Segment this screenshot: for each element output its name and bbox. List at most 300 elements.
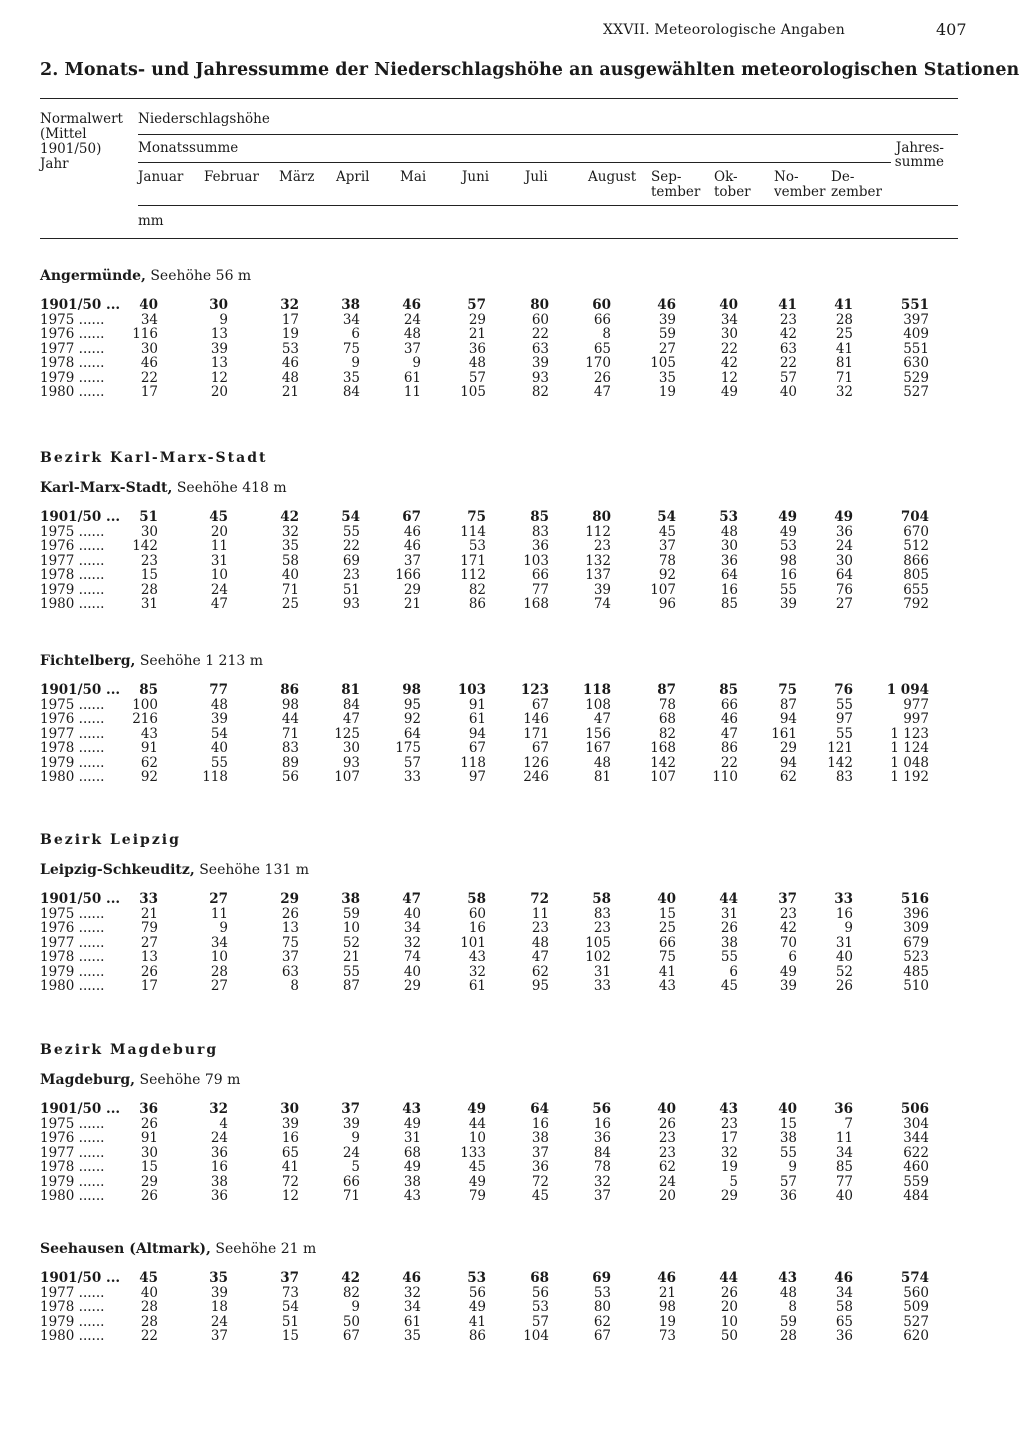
month-value-cell: 24 — [403, 311, 421, 328]
month-value-cell: 85 — [719, 682, 738, 698]
month-value-cell: 79 — [140, 920, 158, 936]
month-value-cell: 83 — [835, 769, 853, 785]
month-value-cell: 9 — [351, 1299, 360, 1315]
month-value-cell: 93 — [342, 754, 360, 771]
month-value-cell: 53 — [719, 509, 738, 525]
station-name: Angermünde, — [40, 268, 146, 284]
annual-value-cell: 397 — [903, 311, 929, 328]
year-row — [40, 313, 990, 328]
month-value-cell: 24 — [658, 1173, 676, 1190]
month-value-cell: 73 — [281, 1284, 299, 1301]
month-value-cell: 61 — [403, 1313, 421, 1330]
month-value-cell: 77 — [531, 581, 549, 598]
month-value-cell: 37 — [531, 1144, 549, 1161]
annual-value-cell: 679 — [903, 934, 929, 951]
month-value-cell: 54 — [657, 509, 676, 525]
month-value-cell: 171 — [523, 725, 549, 742]
month-value-cell: 37 — [210, 1328, 228, 1344]
month-value-cell: 31 — [835, 934, 853, 951]
header-top-rule — [40, 98, 958, 99]
month-value-cell: 48 — [531, 934, 549, 951]
month-value-cell: 35 — [209, 1270, 228, 1286]
annual-value-cell: 516 — [900, 891, 929, 907]
month-value-cell: 60 — [592, 297, 611, 313]
table-title: 2. Monats- und Jahressumme der Niederschlagshöhe an ausgewählten meteorologischen Stationen — [40, 60, 1020, 80]
month-value-cell: 49 — [720, 384, 738, 400]
month-value-cell: 19 — [281, 326, 299, 342]
month-value-cell: 65 — [593, 340, 611, 357]
month-value-cell: 118 — [460, 754, 486, 771]
month-value-cell: 168 — [523, 596, 549, 612]
month-value-cell: 41 — [834, 297, 853, 313]
year-row — [40, 597, 990, 612]
month-value-cell: 36 — [210, 1144, 228, 1161]
month-value-cell: 49 — [467, 1101, 486, 1117]
year-cell: 1979 ...... — [40, 1313, 105, 1330]
month-value-cell: 75 — [281, 934, 299, 951]
month-value-cell: 67 — [468, 740, 486, 756]
month-value-cell: 26 — [658, 1115, 676, 1132]
month-value-cell: 55 — [342, 963, 360, 980]
month-value-cell: 21 — [403, 596, 421, 612]
month-value-cell: 58 — [592, 891, 611, 907]
month-value-cell: 16 — [531, 1115, 549, 1132]
month-header: Sep- — [651, 169, 682, 185]
month-header: August — [588, 169, 637, 185]
month-value-cell: 23 — [658, 1144, 676, 1161]
month-value-cell: 86 — [280, 682, 299, 698]
annual-value-cell: 460 — [903, 1159, 929, 1175]
month-value-cell: 77 — [209, 682, 228, 698]
month-value-cell: 47 — [720, 725, 738, 742]
month-value-cell: 94 — [468, 725, 486, 742]
month-value-cell: 41 — [778, 297, 797, 313]
month-value-cell: 44 — [281, 711, 299, 727]
month-value-cell: 6 — [729, 963, 738, 980]
month-value-cell: 26 — [140, 1188, 158, 1204]
month-value-cell: 20 — [210, 523, 228, 540]
month-value-cell: 22 — [531, 326, 549, 342]
month-value-cell: 49 — [468, 1299, 486, 1315]
month-value-cell: 47 — [593, 384, 611, 400]
year-row — [40, 385, 990, 400]
month-value-cell: 66 — [531, 567, 549, 583]
month-value-cell: 46 — [402, 1270, 421, 1286]
month-value-cell: 38 — [341, 891, 360, 907]
month-value-cell: 57 — [467, 297, 486, 313]
month-value-cell: 34 — [403, 1299, 421, 1315]
month-value-cell: 142 — [132, 538, 158, 554]
month-value-cell: 63 — [531, 340, 549, 357]
month-value-cell: 48 — [468, 355, 486, 371]
month-value-cell: 12 — [720, 369, 738, 386]
month-value-cell: 9 — [844, 920, 853, 936]
month-value-cell: 29 — [720, 1188, 738, 1204]
month-value-cell: 97 — [468, 769, 486, 785]
month-value-cell: 21 — [281, 384, 299, 400]
month-value-cell: 84 — [342, 696, 360, 713]
annual-value-cell: 509 — [903, 1299, 929, 1315]
month-value-cell: 40 — [210, 740, 228, 756]
month-value-cell: 69 — [342, 552, 360, 569]
month-value-cell: 61 — [468, 978, 486, 994]
month-value-cell: 42 — [779, 326, 797, 342]
month-value-cell: 43 — [402, 1101, 421, 1117]
month-value-cell: 246 — [523, 769, 549, 785]
month-value-cell: 30 — [720, 326, 738, 342]
station-heading — [40, 268, 251, 284]
month-value-cell: 40 — [835, 1188, 853, 1204]
month-value-cell: 81 — [341, 682, 360, 698]
month-value-cell: 16 — [210, 1159, 228, 1175]
month-value-cell: 71 — [342, 1188, 360, 1204]
month-value-cell: 85 — [720, 596, 738, 612]
month-header: tober — [714, 184, 751, 200]
month-value-cell: 30 — [342, 740, 360, 756]
month-value-cell: 93 — [342, 596, 360, 612]
month-value-cell: 75 — [658, 949, 676, 965]
month-value-cell: 17 — [140, 978, 158, 994]
month-value-cell: 75 — [467, 509, 486, 525]
month-value-cell: 89 — [281, 754, 299, 771]
month-value-cell: 50 — [342, 1313, 360, 1330]
month-value-cell: 28 — [779, 1328, 797, 1344]
month-value-cell: 39 — [779, 978, 797, 994]
data-rows — [40, 892, 990, 994]
header-bottom-rule — [40, 238, 958, 239]
month-value-cell: 43 — [403, 1188, 421, 1204]
month-value-cell: 40 — [140, 1284, 158, 1301]
year-row — [40, 554, 990, 569]
month-value-cell: 15 — [779, 1115, 797, 1132]
month-value-cell: 81 — [593, 769, 611, 785]
month-value-cell: 9 — [219, 311, 228, 328]
month-value-cell: 58 — [281, 552, 299, 569]
station-elevation: Seehöhe 1 213 m — [139, 653, 264, 669]
station-elevation: Seehöhe 21 m — [215, 1241, 317, 1257]
month-value-cell: 49 — [834, 509, 853, 525]
month-value-cell: 91 — [140, 1130, 158, 1146]
month-header: Juli — [525, 169, 548, 185]
year-row — [40, 1286, 990, 1301]
month-value-cell: 53 — [779, 538, 797, 554]
month-value-cell: 80 — [530, 297, 549, 313]
year-cell: 1976 ...... — [40, 1130, 105, 1146]
month-value-cell: 45 — [658, 523, 676, 540]
month-header: März — [279, 169, 315, 185]
month-value-cell: 11 — [210, 538, 228, 554]
year-row — [40, 1189, 990, 1204]
year-cell: 1980 ...... — [40, 1328, 105, 1344]
month-value-cell: 116 — [132, 326, 158, 342]
year-row — [40, 756, 990, 771]
month-value-cell: 19 — [658, 384, 676, 400]
month-value-cell: 86 — [468, 596, 486, 612]
month-value-cell: 78 — [593, 1159, 611, 1175]
month-value-cell: 28 — [140, 1299, 158, 1315]
data-rows — [40, 1102, 990, 1204]
month-header: vember — [774, 184, 826, 200]
month-value-cell: 41 — [658, 963, 676, 980]
month-value-cell: 100 — [132, 696, 158, 713]
month-value-cell: 53 — [531, 1299, 549, 1315]
month-value-cell: 55 — [779, 1144, 797, 1161]
year-row — [40, 979, 990, 994]
month-value-cell: 36 — [720, 552, 738, 569]
month-value-cell: 13 — [210, 355, 228, 371]
month-value-cell: 43 — [778, 1270, 797, 1286]
month-value-cell: 54 — [210, 725, 228, 742]
month-value-cell: 81 — [835, 355, 853, 371]
annual-value-cell: 485 — [903, 963, 929, 980]
month-value-cell: 83 — [531, 523, 549, 540]
month-value-cell: 24 — [210, 581, 228, 598]
month-value-cell: 125 — [334, 725, 360, 742]
month-value-cell: 71 — [281, 725, 299, 742]
month-value-cell: 57 — [779, 1173, 797, 1190]
month-value-cell: 29 — [403, 978, 421, 994]
month-value-cell: 13 — [281, 920, 299, 936]
month-value-cell: 118 — [202, 769, 228, 785]
year-cell: 1977 ...... — [40, 1144, 105, 1161]
month-value-cell: 43 — [140, 725, 158, 742]
annual-value-cell: 529 — [903, 369, 929, 386]
month-value-cell: 23 — [342, 567, 360, 583]
month-value-cell: 22 — [779, 355, 797, 371]
station-heading — [40, 653, 263, 669]
month-value-cell: 85 — [835, 1159, 853, 1175]
month-value-cell: 83 — [281, 740, 299, 756]
year-cell: 1975 ...... — [40, 1115, 105, 1132]
month-value-cell: 48 — [779, 1284, 797, 1301]
annual-value-cell: 805 — [903, 567, 929, 583]
month-value-cell: 23 — [779, 905, 797, 922]
month-value-cell: 24 — [342, 1144, 360, 1161]
month-value-cell: 87 — [342, 978, 360, 994]
year-cell: 1976 ...... — [40, 920, 105, 936]
month-value-cell: 75 — [342, 340, 360, 357]
month-value-cell: 30 — [140, 1144, 158, 1161]
year-cell: 1980 ...... — [40, 769, 105, 785]
month-value-cell: 27 — [658, 340, 676, 357]
month-value-cell: 37 — [593, 1188, 611, 1204]
year-row — [40, 1175, 990, 1190]
month-value-cell: 32 — [209, 1101, 228, 1117]
chapter-header: XXVII. Meteorologische Angaben — [603, 22, 845, 38]
month-value-cell: 22 — [342, 538, 360, 554]
year-row — [40, 936, 990, 951]
annual-value-cell: 792 — [903, 596, 929, 612]
month-header: Ok- — [714, 169, 738, 185]
annual-value-cell: 344 — [903, 1130, 929, 1146]
year-row — [40, 327, 990, 342]
month-value-cell: 45 — [209, 509, 228, 525]
month-value-cell: 74 — [403, 949, 421, 965]
month-value-cell: 36 — [531, 538, 549, 554]
year-row — [40, 342, 990, 357]
month-value-cell: 36 — [210, 1188, 228, 1204]
month-value-cell: 48 — [281, 369, 299, 386]
month-value-cell: 39 — [342, 1115, 360, 1132]
month-value-cell: 40 — [281, 567, 299, 583]
month-value-cell: 23 — [593, 538, 611, 554]
month-value-cell: 33 — [834, 891, 853, 907]
month-value-cell: 34 — [342, 311, 360, 328]
month-value-cell: 98 — [281, 696, 299, 713]
station-name: Fichtelberg, — [40, 653, 136, 669]
month-value-cell: 46 — [720, 711, 738, 727]
year-row — [40, 921, 990, 936]
month-value-cell: 29 — [779, 740, 797, 756]
month-value-cell: 105 — [650, 355, 676, 371]
month-value-cell: 35 — [403, 1328, 421, 1344]
month-value-cell: 42 — [779, 920, 797, 936]
month-value-cell: 156 — [585, 725, 611, 742]
month-value-cell: 23 — [779, 311, 797, 328]
year-cell: 1901/50 ... — [40, 297, 121, 313]
normal-value-row — [40, 683, 990, 698]
month-value-cell: 34 — [140, 311, 158, 328]
month-value-cell: 32 — [403, 934, 421, 951]
annual-value-cell: 396 — [903, 905, 929, 922]
year-row — [40, 950, 990, 965]
month-value-cell: 40 — [403, 963, 421, 980]
month-value-cell: 123 — [520, 682, 549, 698]
month-value-cell: 32 — [281, 523, 299, 540]
annual-value-cell: 1 094 — [886, 682, 929, 698]
month-value-cell: 85 — [530, 509, 549, 525]
month-value-cell: 26 — [835, 978, 853, 994]
month-value-cell: 12 — [281, 1188, 299, 1204]
month-value-cell: 10 — [342, 920, 360, 936]
month-value-cell: 41 — [468, 1313, 486, 1330]
station-elevation: Seehöhe 131 m — [199, 862, 309, 878]
month-value-cell: 126 — [523, 754, 549, 771]
year-cell: 1980 ...... — [40, 1188, 105, 1204]
year-row — [40, 1329, 990, 1344]
month-value-cell: 12 — [210, 369, 228, 386]
month-value-cell: 9 — [219, 920, 228, 936]
month-value-cell: 20 — [720, 1299, 738, 1315]
month-header: Februar — [204, 169, 259, 185]
year-cell: 1901/50 ... — [40, 509, 121, 525]
month-value-cell: 95 — [403, 696, 421, 713]
month-value-cell: 35 — [658, 369, 676, 386]
month-value-cell: 27 — [210, 978, 228, 994]
year-cell: 1975 ...... — [40, 311, 105, 328]
month-value-cell: 37 — [403, 340, 421, 357]
year-cell: 1976 ...... — [40, 538, 105, 554]
month-value-cell: 91 — [468, 696, 486, 713]
month-value-cell: 67 — [593, 1328, 611, 1344]
month-value-cell: 16 — [835, 905, 853, 922]
year-row — [40, 1117, 990, 1132]
month-value-cell: 19 — [658, 1313, 676, 1330]
month-value-cell: 56 — [468, 1284, 486, 1301]
month-value-cell: 27 — [209, 891, 228, 907]
month-value-cell: 82 — [658, 725, 676, 742]
month-value-cell: 171 — [460, 552, 486, 569]
month-value-cell: 20 — [210, 384, 228, 400]
month-value-cell: 55 — [720, 949, 738, 965]
year-cell: 1901/50 ... — [40, 891, 121, 907]
year-row — [40, 1300, 990, 1315]
year-cell: 1976 ...... — [40, 711, 105, 727]
month-value-cell: 60 — [468, 905, 486, 922]
month-value-cell: 4 — [219, 1115, 228, 1132]
month-value-cell: 9 — [351, 355, 360, 371]
month-value-cell: 39 — [658, 311, 676, 328]
month-value-cell: 168 — [650, 740, 676, 756]
month-value-cell: 34 — [835, 1284, 853, 1301]
month-value-cell: 83 — [593, 905, 611, 922]
month-header: tember — [651, 184, 701, 200]
stub-label-line: Jahr — [40, 156, 69, 172]
month-value-cell: 55 — [210, 754, 228, 771]
month-value-cell: 15 — [658, 905, 676, 922]
month-value-cell: 29 — [468, 311, 486, 328]
month-value-cell: 39 — [210, 340, 228, 357]
month-value-cell: 48 — [403, 326, 421, 342]
annual-value-cell: 484 — [903, 1188, 929, 1204]
month-value-cell: 30 — [140, 523, 158, 540]
year-cell: 1978 ...... — [40, 1299, 105, 1315]
month-value-cell: 26 — [593, 369, 611, 386]
month-value-cell: 36 — [779, 1188, 797, 1204]
year-cell: 1978 ...... — [40, 1159, 105, 1175]
annual-value-cell: 559 — [903, 1173, 929, 1190]
month-value-cell: 67 — [402, 509, 421, 525]
station-name: Karl-Marx-Stadt, — [40, 480, 173, 496]
month-value-cell: 26 — [140, 1115, 158, 1132]
station-heading — [40, 1241, 316, 1257]
stub-label-line: Normalwert — [40, 111, 123, 127]
month-value-cell: 59 — [342, 905, 360, 922]
annual-value-cell: 574 — [900, 1270, 929, 1286]
month-value-cell: 161 — [771, 725, 797, 742]
month-value-cell: 92 — [658, 567, 676, 583]
month-value-cell: 103 — [523, 552, 549, 569]
station-heading — [40, 862, 309, 878]
month-value-cell: 22 — [140, 369, 158, 386]
year-cell: 1977 ...... — [40, 725, 105, 742]
month-value-cell: 108 — [585, 696, 611, 713]
month-value-cell: 46 — [402, 297, 421, 313]
month-value-cell: 49 — [778, 509, 797, 525]
month-value-cell: 19 — [720, 1159, 738, 1175]
month-value-cell: 46 — [657, 297, 676, 313]
month-value-cell: 38 — [779, 1130, 797, 1146]
annual-label-line: Jahres- — [895, 140, 944, 156]
month-value-cell: 66 — [342, 1173, 360, 1190]
month-value-cell: 112 — [585, 523, 611, 540]
station-name: Leipzig-Schkeuditz, — [40, 862, 195, 878]
month-value-cell: 25 — [281, 596, 299, 612]
month-value-cell: 38 — [403, 1173, 421, 1190]
month-value-cell: 46 — [403, 523, 421, 540]
month-value-cell: 25 — [658, 920, 676, 936]
month-value-cell: 36 — [834, 1101, 853, 1117]
month-value-cell: 47 — [342, 711, 360, 727]
month-value-cell: 40 — [403, 905, 421, 922]
month-value-cell: 146 — [523, 711, 549, 727]
month-value-cell: 20 — [658, 1188, 676, 1204]
data-rows — [40, 683, 990, 785]
annual-value-cell: 560 — [903, 1284, 929, 1301]
month-value-cell: 101 — [460, 934, 486, 951]
month-value-cell: 84 — [593, 1144, 611, 1161]
month-value-cell: 31 — [720, 905, 738, 922]
